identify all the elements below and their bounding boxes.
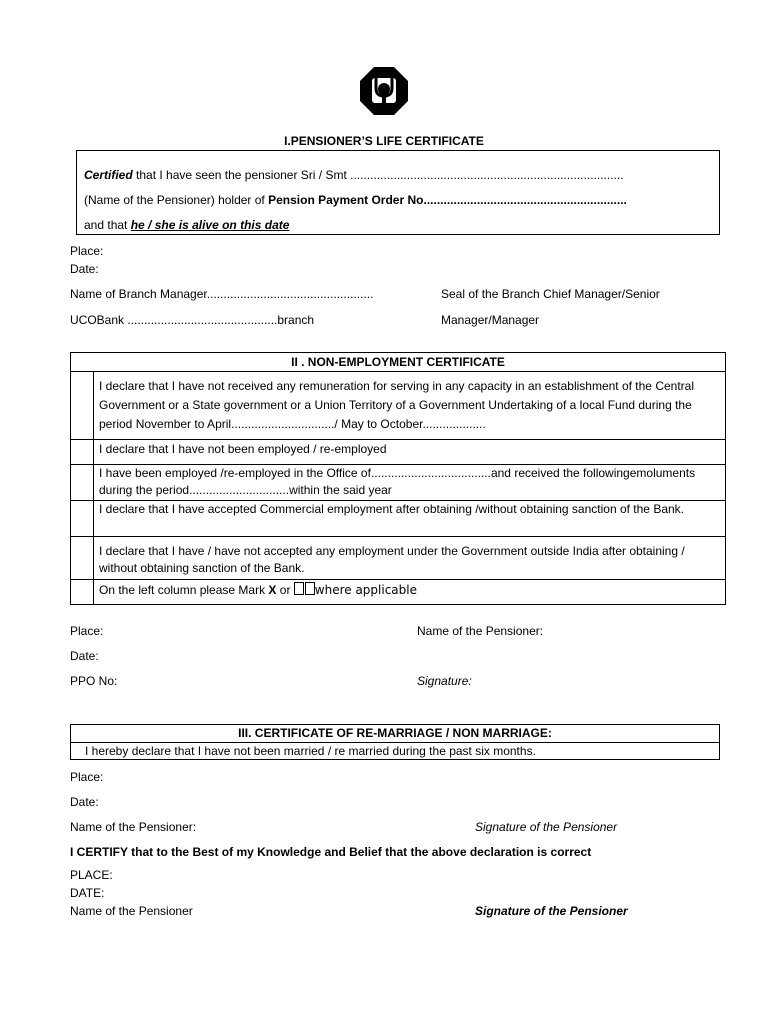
branch-manager-label: Name of Branch Manager.................................................. [70,287,374,301]
certified-word: Certified [84,168,133,182]
checkbox-cell-2[interactable] [71,440,93,464]
alive-line [84,218,289,232]
row-divider [71,536,725,537]
s3-place-label: Place: [70,770,104,784]
declaration-row-2: I declare that I have not been employed / re-employed [99,442,387,456]
mark-or: or [276,583,294,597]
uco-bank-logo-icon [359,66,409,116]
certified-line [84,168,624,182]
s2-name-label: Name of the Pensioner: [417,624,544,638]
checkbox-cell-3[interactable] [71,465,93,500]
certify-statement: I CERTIFY that to the Best of my Knowledge and Belief that the above declaration is correct [70,845,592,859]
s2-date-label: Date: [70,649,99,663]
certified-rest: that I have seen the pensioner Sri / Smt .................................................................................. [132,168,624,182]
non-employment-table [70,352,726,605]
s3-name-label: Name of the Pensioner: [70,820,197,834]
seal-label-line1: Seal of the Branch Chief Manager/Senior [441,287,660,301]
remarriage-declaration: I hereby declare that I have not been married / re married during the past six months. [85,744,536,758]
certify-signature-label: Signature of the Pensioner [475,904,628,918]
alive-line-start: and that [84,218,131,232]
mark-instruction [99,582,417,597]
ppo-line [84,193,627,207]
declaration-row-5: I declare that I have / have not accepted any employment under the Government outside India after obtaining / without obtaining sanction of the Bank. [99,544,685,575]
checkbox-cell-1[interactable] [71,372,93,438]
ucobank-branch-label: UCOBank .............................................branch [70,313,315,327]
mark-x: X [268,583,277,597]
ppo-line-start: (Name of the Pensioner) holder of [84,193,269,207]
row-divider [71,579,725,580]
checkbox-cell-5[interactable] [71,537,93,579]
alive-statement: he / she is alive on this date [130,218,290,232]
remarriage-table [70,724,720,760]
s1-place-label: Place: [70,244,104,258]
declaration-row-4: I declare that I have accepted Commercial employment after obtaining /without obtaining sanction of the Bank. [99,502,684,516]
s2-ppo-label: PPO No: [70,674,118,688]
mark-prefix: On the left column please Mark [99,583,269,597]
s2-place-label: Place: [70,624,104,638]
check-column-divider [93,371,94,604]
declaration-row-1: I declare that I have not received any remuneration for serving in any capacity in an establishment of the Central Government or a State government or a Union Territory of a Government Undertaking of a local Fund during the period November to April.............................../ May to October................... [99,379,694,431]
certify-date-label: DATE: [70,886,105,900]
ppo-number-field: Pension Payment Order No............................................................. [268,193,627,207]
checkbox-cell-4[interactable] [71,501,93,536]
seal-label-line2: Manager/Manager [441,313,540,327]
s1-date-label: Date: [70,262,99,276]
s2-signature-label: Signature: [417,674,472,688]
s3-date-label: Date: [70,795,99,809]
section3-title: III. CERTIFICATE OF RE-MARRIAGE / NON MARRIAGE: [238,726,552,740]
section1-title: I.PENSIONER’S LIFE CERTIFICATE [284,134,484,148]
table-header-divider [71,742,719,743]
table-header-divider [71,371,725,372]
certify-name-label: Name of the Pensioner [70,904,193,918]
section2-title: II . NON-EMPLOYMENT CERTIFICATE [291,355,505,369]
mark-suffix: where applicable [314,583,417,597]
checkmark-glyph-icon [294,582,304,595]
s3-signature-label: Signature of the Pensioner [475,820,618,834]
certify-place-label: PLACE: [70,868,113,882]
life-certificate-box [76,150,720,235]
checkmark-glyph-icon [305,582,315,595]
declaration-row-3: I have been employed /re-employed in the Office of....................................and received the followingemoluments during the period..............................within the said year [99,466,696,497]
